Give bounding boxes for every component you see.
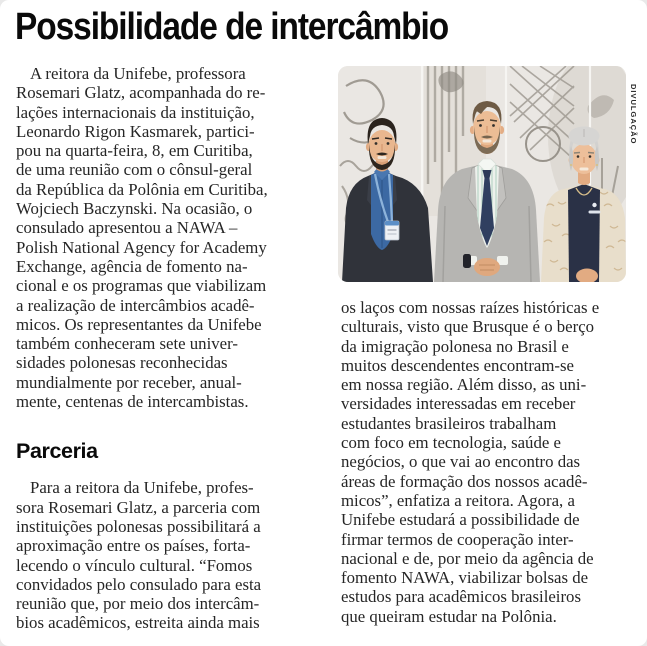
- paragraph-3: [341, 298, 641, 626]
- text-line: micos. Os representantes da Unifebe: [16, 314, 262, 334]
- text-line: Unifebe estudará a possibilidade de: [341, 510, 580, 530]
- text-line: firmar termos de cooperação inter-: [341, 529, 574, 549]
- paragraph-1: [16, 64, 322, 411]
- text-line: lações internacionais da instituição,: [16, 102, 255, 122]
- text-line: reunião que, por meio dos intercâm-: [16, 594, 260, 614]
- text-line: culturais, visto que Brusque é o berço: [341, 317, 595, 337]
- photo-credit: DIVULGAÇÃO: [629, 84, 638, 145]
- text-line: que queiram estudar na Polônia.: [341, 606, 557, 626]
- paragraph-2: [16, 478, 322, 632]
- text-line: aproximação entre os países, forta-: [16, 536, 251, 556]
- text-line: estudantes brasileiros trabalham: [341, 413, 557, 433]
- text-line: negócios, o que vai ao encontro das: [341, 452, 581, 472]
- text-line: nacional e de, por meio da agência de: [341, 548, 594, 568]
- left-column: [16, 64, 322, 633]
- text-line: os laços com nossas raízes históricas e: [341, 298, 600, 317]
- article-photo: [338, 66, 626, 282]
- text-line: instituições polonesas possibilitará a: [16, 516, 261, 536]
- article-title: Possibilidade de intercâmbio: [15, 6, 449, 48]
- text-line: de uma reunião com o cônsul-geral: [16, 160, 253, 180]
- text-line: micos”, enfatiza a reitora. Agora, a: [341, 490, 575, 510]
- text-line: convidados pelo consulado para esta: [16, 574, 262, 594]
- text-line: mente, centenas de intercambistas.: [16, 392, 249, 412]
- section-heading-parceria: Parceria: [16, 439, 98, 464]
- text-line: da imigração polonesa no Brasil e: [341, 336, 569, 356]
- text-line: sidades polonesas reconhecidas: [16, 353, 228, 373]
- text-line: Wojciech Baczynski. Na ocasião, o: [16, 199, 253, 219]
- text-line: mundialmente por receber, anual-: [16, 372, 242, 392]
- text-line: Polish National Agency for Academy: [16, 237, 267, 257]
- text-line: áreas de formação dos nossos acadê-: [341, 471, 588, 491]
- text-line: lecendo o vínculo cultural. “Fomos: [16, 555, 253, 575]
- right-column: [341, 298, 641, 626]
- text-line: Rosemari Glatz, acompanhada do re-: [16, 83, 266, 103]
- text-line: em nossa região. Além disso, as uni-: [341, 375, 587, 395]
- text-line: a realização de intercâmbios acadê-: [16, 295, 255, 315]
- text-line: Exchange, agência de fomento na-: [16, 256, 248, 276]
- text-line: sora Rosemari Glatz, a parceria com: [16, 497, 261, 517]
- text-line: bios acadêmicos, estreita ainda mais: [16, 613, 260, 633]
- text-line: pou na quarta-feira, 8, em Curitiba,: [16, 141, 253, 161]
- text-line: Leonardo Rigon Kasmarek, partici-: [16, 121, 255, 141]
- text-line: consulado apresentou a NAWA –: [16, 218, 238, 238]
- text-line: fomento NAWA, viabilizar bolsas de: [341, 568, 589, 588]
- text-line: A reitora da Unifebe, professora: [30, 64, 246, 83]
- text-line: também conheceram sete univer-: [16, 334, 238, 354]
- text-line: cional e os programas que viabilizam: [16, 276, 267, 296]
- text-line: com foco em tecnologia, saúde e: [341, 433, 561, 453]
- text-line: da República da Polônia em Curitiba,: [16, 179, 268, 199]
- text-line: versidades interessadas em receber: [341, 394, 576, 414]
- text-line: Para a reitora da Unifebe, profes-: [30, 478, 254, 498]
- text-line: muitos descendentes encontram-se: [341, 355, 574, 375]
- photo-illustration: [338, 66, 626, 282]
- text-line: estudos para acadêmicos brasileiros: [341, 587, 581, 607]
